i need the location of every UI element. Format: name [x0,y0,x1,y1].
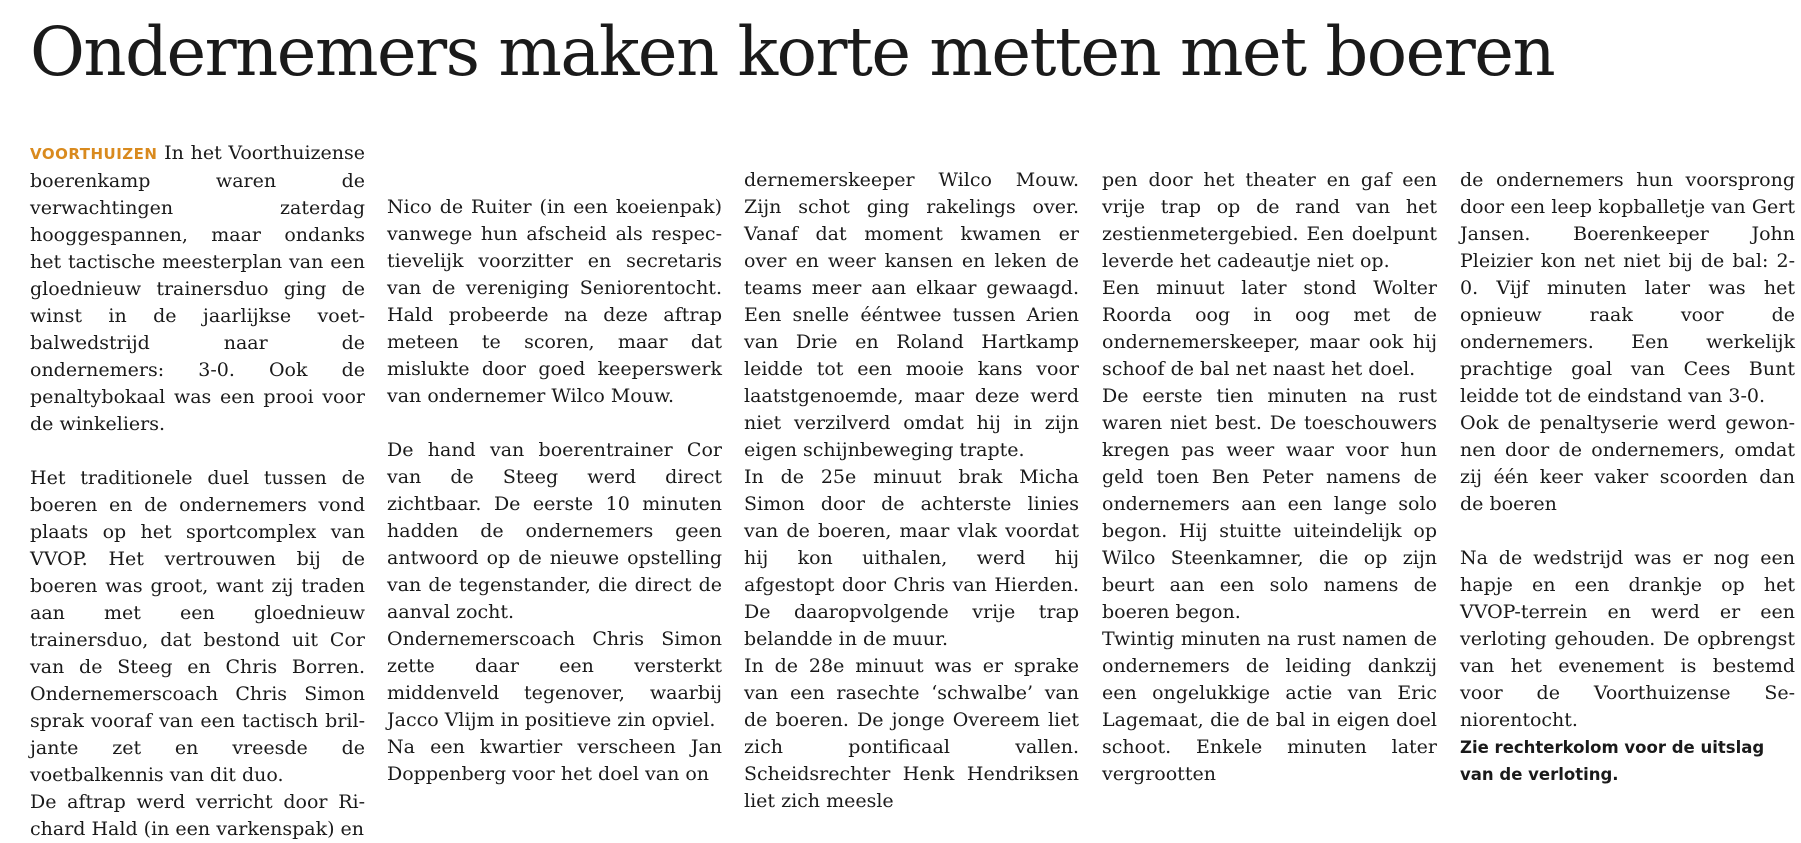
paragraph: In de 25e minuut brak Micha Simon door de achterste linies van de boeren, maar vlak voordat hij kon uithalen, werd hij afgestopt door Chris van Hierden. De daaropvolgende vrije trap belandde in de muur. [744,466,1079,650]
column-4 [1102,167,1437,788]
paragraph: pen door het theater en gaf een vrije trap op de rand van het zestienmetergebied. Een doelpunt leverde het cadeautje niet op. [1102,169,1437,272]
paragraph: Ondernemerscoach Chris Simon zette daar een versterkt middenveld tegenover, waarbij Jacco Vlijm in positieve zin opviel. [387,628,722,731]
paragraph: Na de wedstrijd was er nog een hapje en een drankje op het VVOP-terrein en werd er een verloting gehouden. De opbrengst van het evenement is bestemd voor de Voorthuizense Seniorentocht. [1460,547,1795,731]
paragraph: de ondernemers hun voorsprong door een leep kopballetje van Gert Jansen. Boerenkeeper John Pleizier kon net niet bij de bal: 2-0. Vijf minuten later was het opnieuw raak voor de ondernemers. Een werkelijk prachtige goal van Cees Bunt leidde tot de eindstand van 3-0. [1460,169,1795,407]
paragraph [30,140,365,438]
paragraph: Twintig minuten na rust namen de ondernemers de leiding dankzij een ongelukkige actie van Eric Lagemaat, die de bal in eigen doel schoot. Enkele minuten later vergrootten [1102,628,1437,785]
paragraph: Na een kwartier verscheen Jan Doppenberg voor het doel van on [387,736,722,785]
closing-note: Zie rechterkolom voor de uitslag van de verloting. [1460,738,1765,784]
column-5 [1460,167,1795,788]
dateline: VOORTHUIZEN [30,145,158,163]
paragraph: Ook de penaltyserie werd gewonnen door de ondernemers, omdat zij één keer vaker scoorden dan de boeren [1460,412,1795,515]
column-2 [387,194,722,788]
paragraph: De aftrap werd verricht door Richard Hald (in een varkenspak) en [30,791,365,840]
paragraph: In de 28e minuut was er sprake van een rasechte ‘schwalbe’ van de boeren. De jonge Overeem liet zich pontificaal vallen. Scheidsrechter Henk Hendriksen liet zich meesle [744,655,1079,812]
headline: Ondernemers maken korte metten met boeren [30,13,1555,91]
column-1 [30,140,365,843]
paragraph-text: In het Voorthuizense boerenkamp waren de verwachtingen zaterdag hooggespannen, maar ondanks het tactische meesterplan van een gloednieuw trainersduo ging de winst in de jaarlijkse voetbalwedstrijd naar de ondernemers: 3-0. Ook de penaltybokaal was een prooi voor de winkeliers. [30,142,366,435]
paragraph: Een minuut later stond Wolter Roorda oog in oog met de ondernemerskeeper, maar ook hij schoof de bal net naast het doel. [1102,277,1437,380]
paragraph: Nico de Ruiter (in een koeienpak) vanwege hun afscheid als respectievelijk voorzitter en secretaris van de vereniging Seniorentocht. Hald probeerde na deze aftrap meteen te scoren, maar dat mislukte door goed keeperswerk van ondernemer Wilco Mouw. [387,196,722,407]
paragraph: dernemerskeeper Wilco Mouw. Zijn schot ging rakelings over. Vanaf dat moment kwamen er over en weer kansen en leken de teams meer aan elkaar gewaagd. Een snelle ééntwee tussen Arien van Drie en Roland Hartkamp leidde tot een mooie kans voor laatstgenoemde, maar deze werd niet verzilverd omdat hij in zijn eigen schijnbeweging trapte. [744,169,1079,461]
paragraph: Het traditionele duel tussen de boeren en de ondernemers vond plaats op het sportcomplex van VVOP. Het vertrouwen bij de boeren was groot, want zij traden aan met een gloednieuw trainersduo, dat bestond uit Cor van de Steeg en Chris Borren. Ondernemerscoach Chris Simon sprak vooraf van een tactisch briljante zet en vreesde de voetbalkennis van dit duo. [30,467,365,786]
paragraph: De eerste tien minuten na rust waren niet best. De toeschouwers kregen pas weer waar voor hun geld toen Ben Peter namens de ondernemers aan een lange solo begon. Hij stuitte uiteindelijk op Wilco Steenkamner, die op zijn beurt aan een solo namens de boeren begon. [1102,385,1437,623]
paragraph: De hand van boerentrainer Cor van de Steeg werd direct zichtbaar. De eerste 10 minuten hadden de ondernemers geen antwoord op de nieuwe opstelling van de tegenstander, die direct de aanval zocht. [387,439,722,623]
column-3 [744,167,1079,815]
